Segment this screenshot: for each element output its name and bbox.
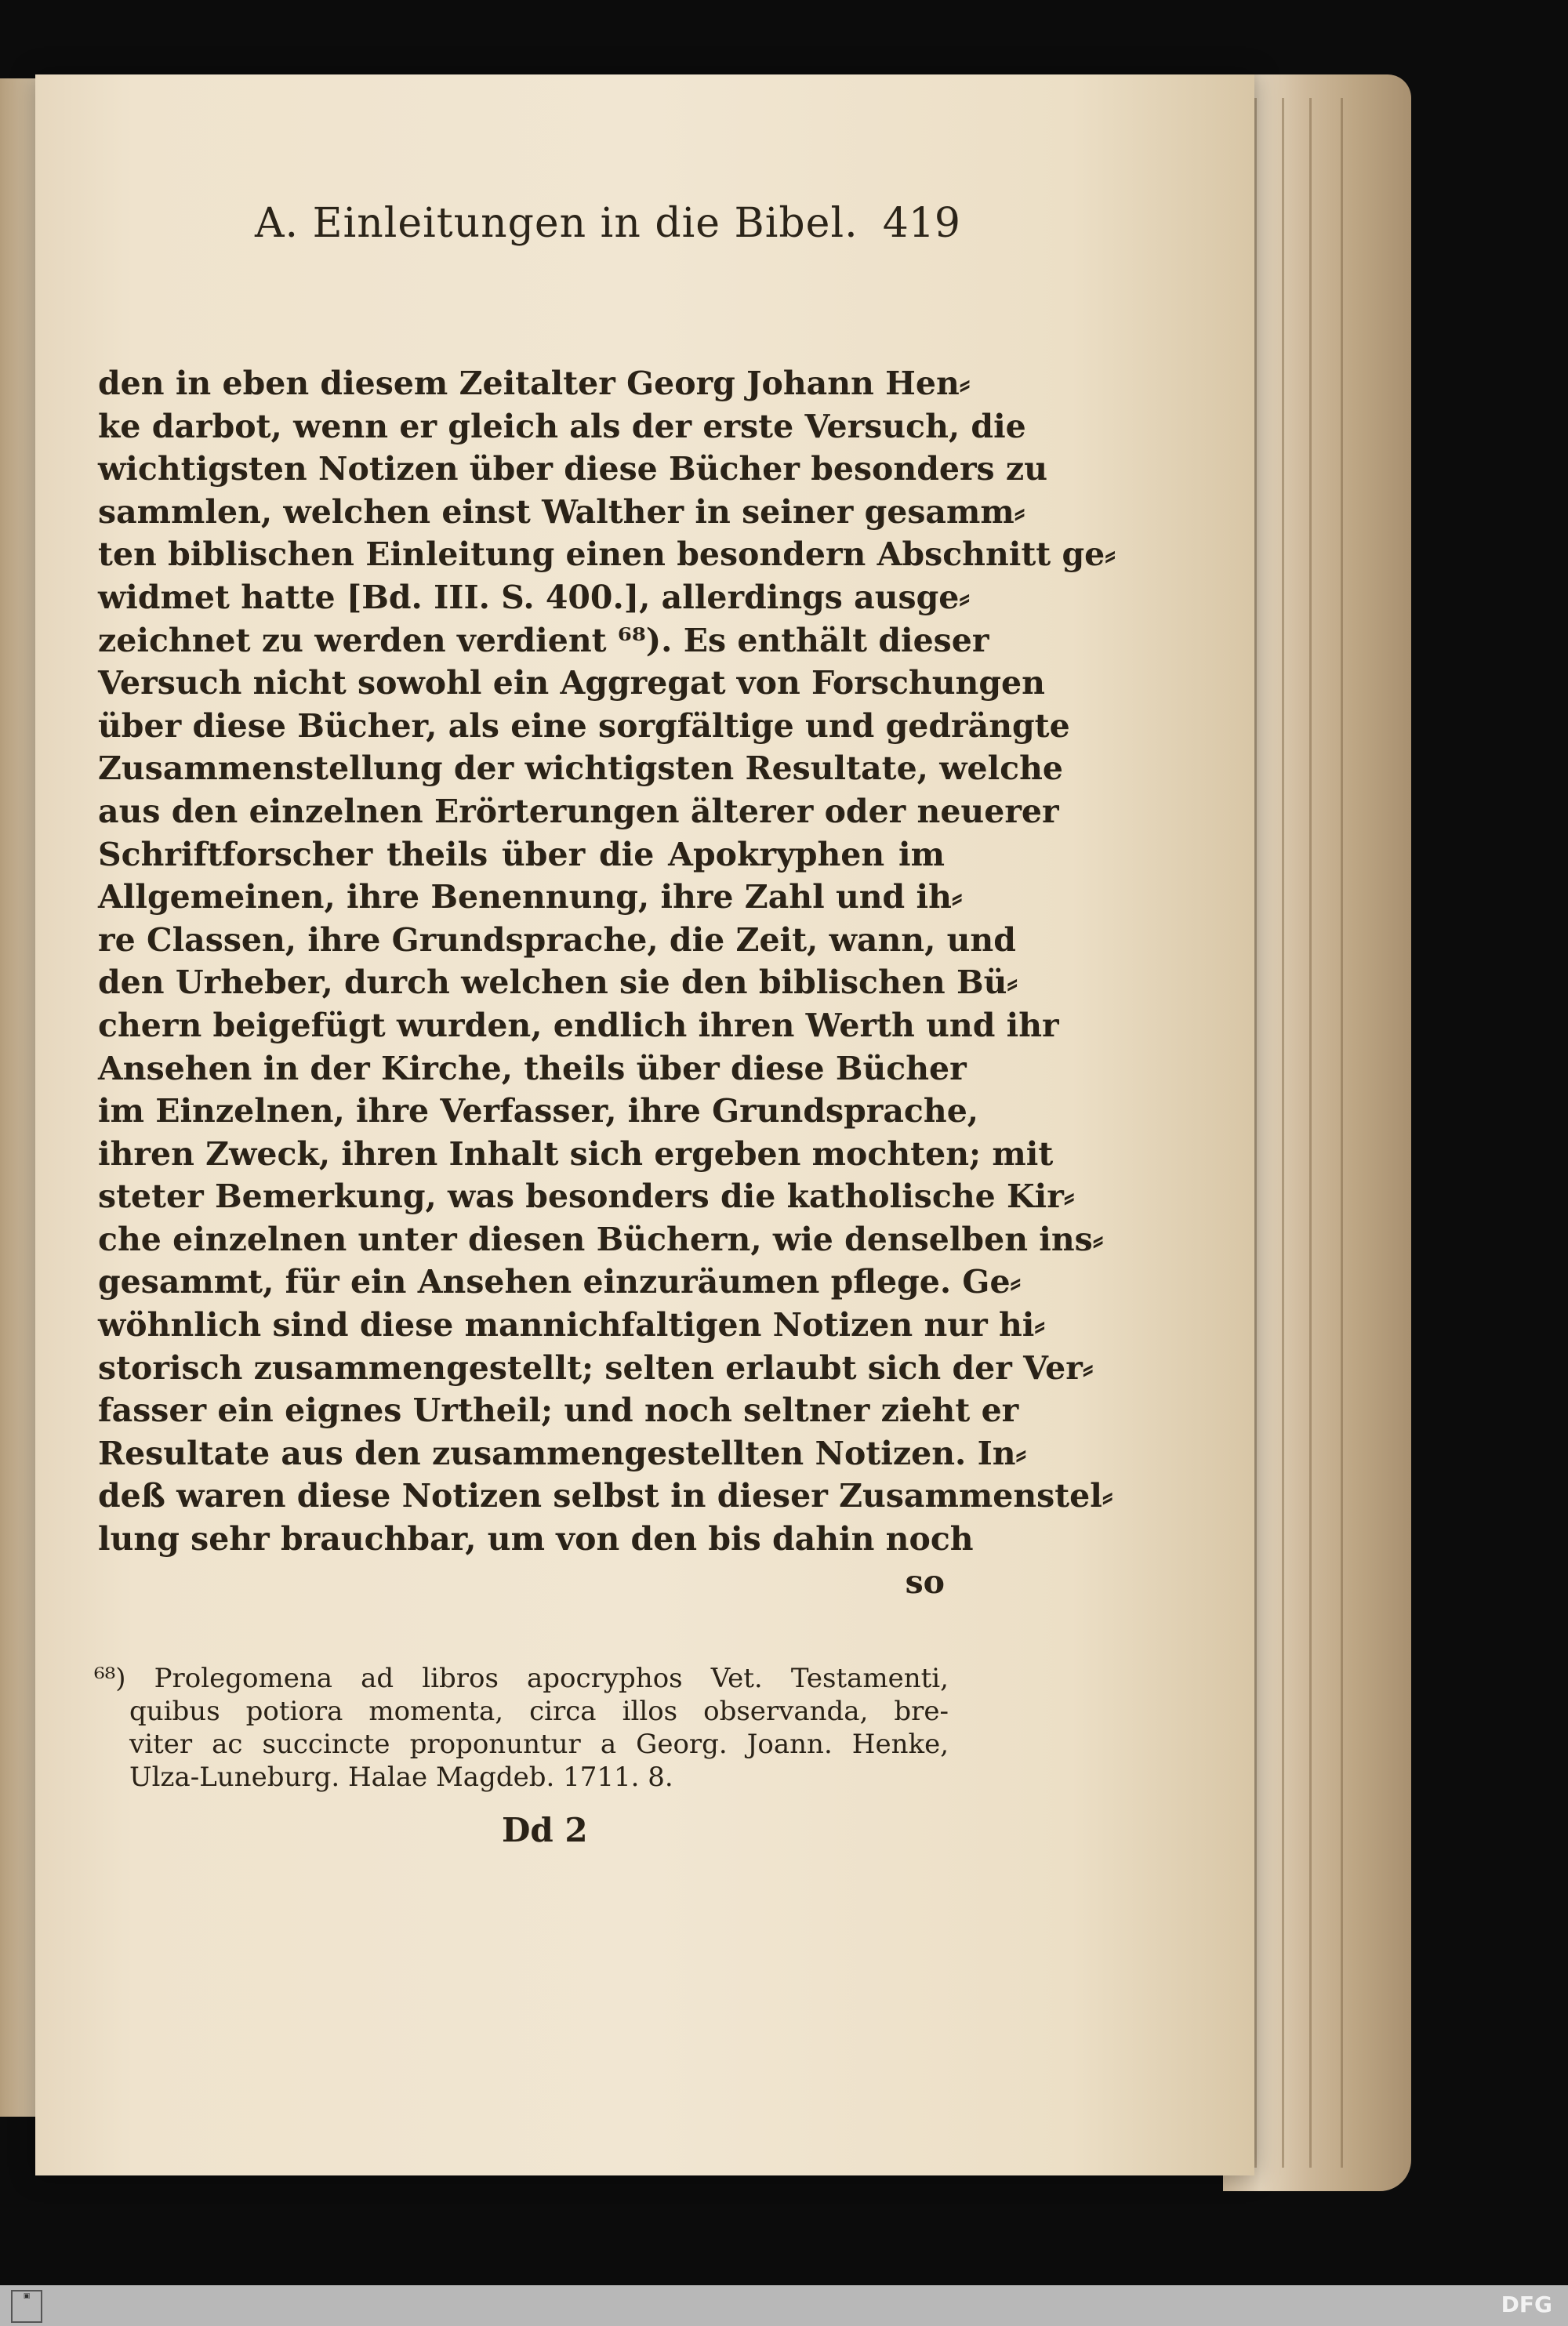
text-line: widmet hatte [Bd. III. S. 400.], allerdings ausge⸗ bbox=[98, 578, 971, 616]
viewer-footer bbox=[0, 2285, 1568, 2326]
text-line: Versuch nicht sowohl ein Aggregat von Forschungen bbox=[98, 664, 1045, 702]
text-line: Resultate aus den zusammengestellten Notizen. In⸗ bbox=[98, 1434, 1027, 1472]
text-line: Allgemeinen, ihre Benennung, ihre Zahl und ih⸗ bbox=[98, 878, 963, 916]
text-line: Zusammenstellung der wichtigsten Resultate, welche bbox=[98, 749, 1064, 788]
text-line: gesammt, für ein Ansehen einzuräumen pflege. Ge⸗ bbox=[98, 1263, 1022, 1301]
text-line: steter Bemerkung, was besonders die katholische Kir⸗ bbox=[98, 1178, 1075, 1216]
text-line: über diese Bücher, als eine sorgfältige und gedrängte bbox=[98, 706, 1070, 745]
footnote-line: viter ac succincte proponuntur a Georg. Joann. Henke, bbox=[129, 1729, 949, 1760]
text-line: wichtigsten Notizen über diese Bücher besonders zu bbox=[98, 450, 1048, 488]
footnote-line: Ulza-Luneburg. Halae Magdeb. 1711. 8. bbox=[129, 1762, 673, 1793]
text-line: Ansehen in der Kirche, theils über diese Bücher bbox=[98, 1049, 967, 1087]
text-line: aus den einzelnen Erörterungen älterer oder neuerer bbox=[98, 792, 1059, 830]
page-number: 419 bbox=[882, 200, 960, 247]
text-line: den Urheber, durch welchen sie den biblischen Bü⸗ bbox=[98, 963, 1018, 1002]
body-text bbox=[98, 362, 1116, 1603]
text-line: deß waren diese Notizen selbst in dieser Zusammenstel⸗ bbox=[98, 1477, 1113, 1515]
footnote bbox=[94, 1662, 949, 1794]
footnote-line: quibus potiora momenta, circa illos observanda, bre- bbox=[129, 1696, 949, 1727]
text-line: sammlen, welchen einst Walther in seiner gesamm⸗ bbox=[98, 492, 1025, 531]
text-line: ke darbot, wenn er gleich als der erste Versuch, die bbox=[98, 407, 1026, 445]
text-line: ihren Zweck, ihren Inhalt sich ergeben mochten; mit bbox=[98, 1134, 1054, 1173]
text-line: den in eben diesem Zeitalter Georg Johann Hen⸗ bbox=[98, 365, 971, 402]
text-line: im Einzelnen, ihre Verfasser, ihre Grundsprache, bbox=[98, 1092, 979, 1130]
catchword: so bbox=[905, 1562, 945, 1601]
text-line: wöhnlich sind diese mannichfaltigen Notizen nur hi⸗ bbox=[98, 1306, 1045, 1344]
text-line: re Classen, ihre Grundsprache, die Zeit, wann, und bbox=[98, 920, 1016, 959]
text-line: chern beigefügt wurden, endlich ihren Werth und ihr bbox=[98, 1006, 1059, 1044]
text-line: fasser ein eignes Urtheil; und noch seltner zieht er bbox=[98, 1392, 1019, 1430]
dfg-label: DFG bbox=[1501, 2292, 1552, 2317]
text-line: Schriftforscher theils über die Apokryphen im bbox=[98, 835, 945, 873]
text-line: zeichnet zu werden verdient ⁶⁸). Es enthält dieser bbox=[98, 621, 989, 659]
running-title: A. Einleitungen in die Bibel. bbox=[255, 200, 858, 247]
text-line: ten biblischen Einleitung einen besondern Abschnitt ge⸗ bbox=[98, 535, 1116, 574]
page-header bbox=[255, 200, 960, 263]
text-line: che einzelnen unter diesen Büchern, wie denselben ins⸗ bbox=[98, 1220, 1104, 1258]
signature-mark: Dd 2 bbox=[502, 1811, 588, 1849]
text-line: storisch zusammengestellt; selten erlaubt sich der Ver⸗ bbox=[98, 1348, 1094, 1387]
footnote-line: ⁶⁸) Prolegomena ad libros apocryphos Vet. Testamenti, bbox=[94, 1663, 949, 1694]
library-logo-icon: ▣ bbox=[11, 2290, 42, 2323]
text-line: lung sehr brauchbar, um von den bis dahin noch bbox=[98, 1520, 974, 1559]
